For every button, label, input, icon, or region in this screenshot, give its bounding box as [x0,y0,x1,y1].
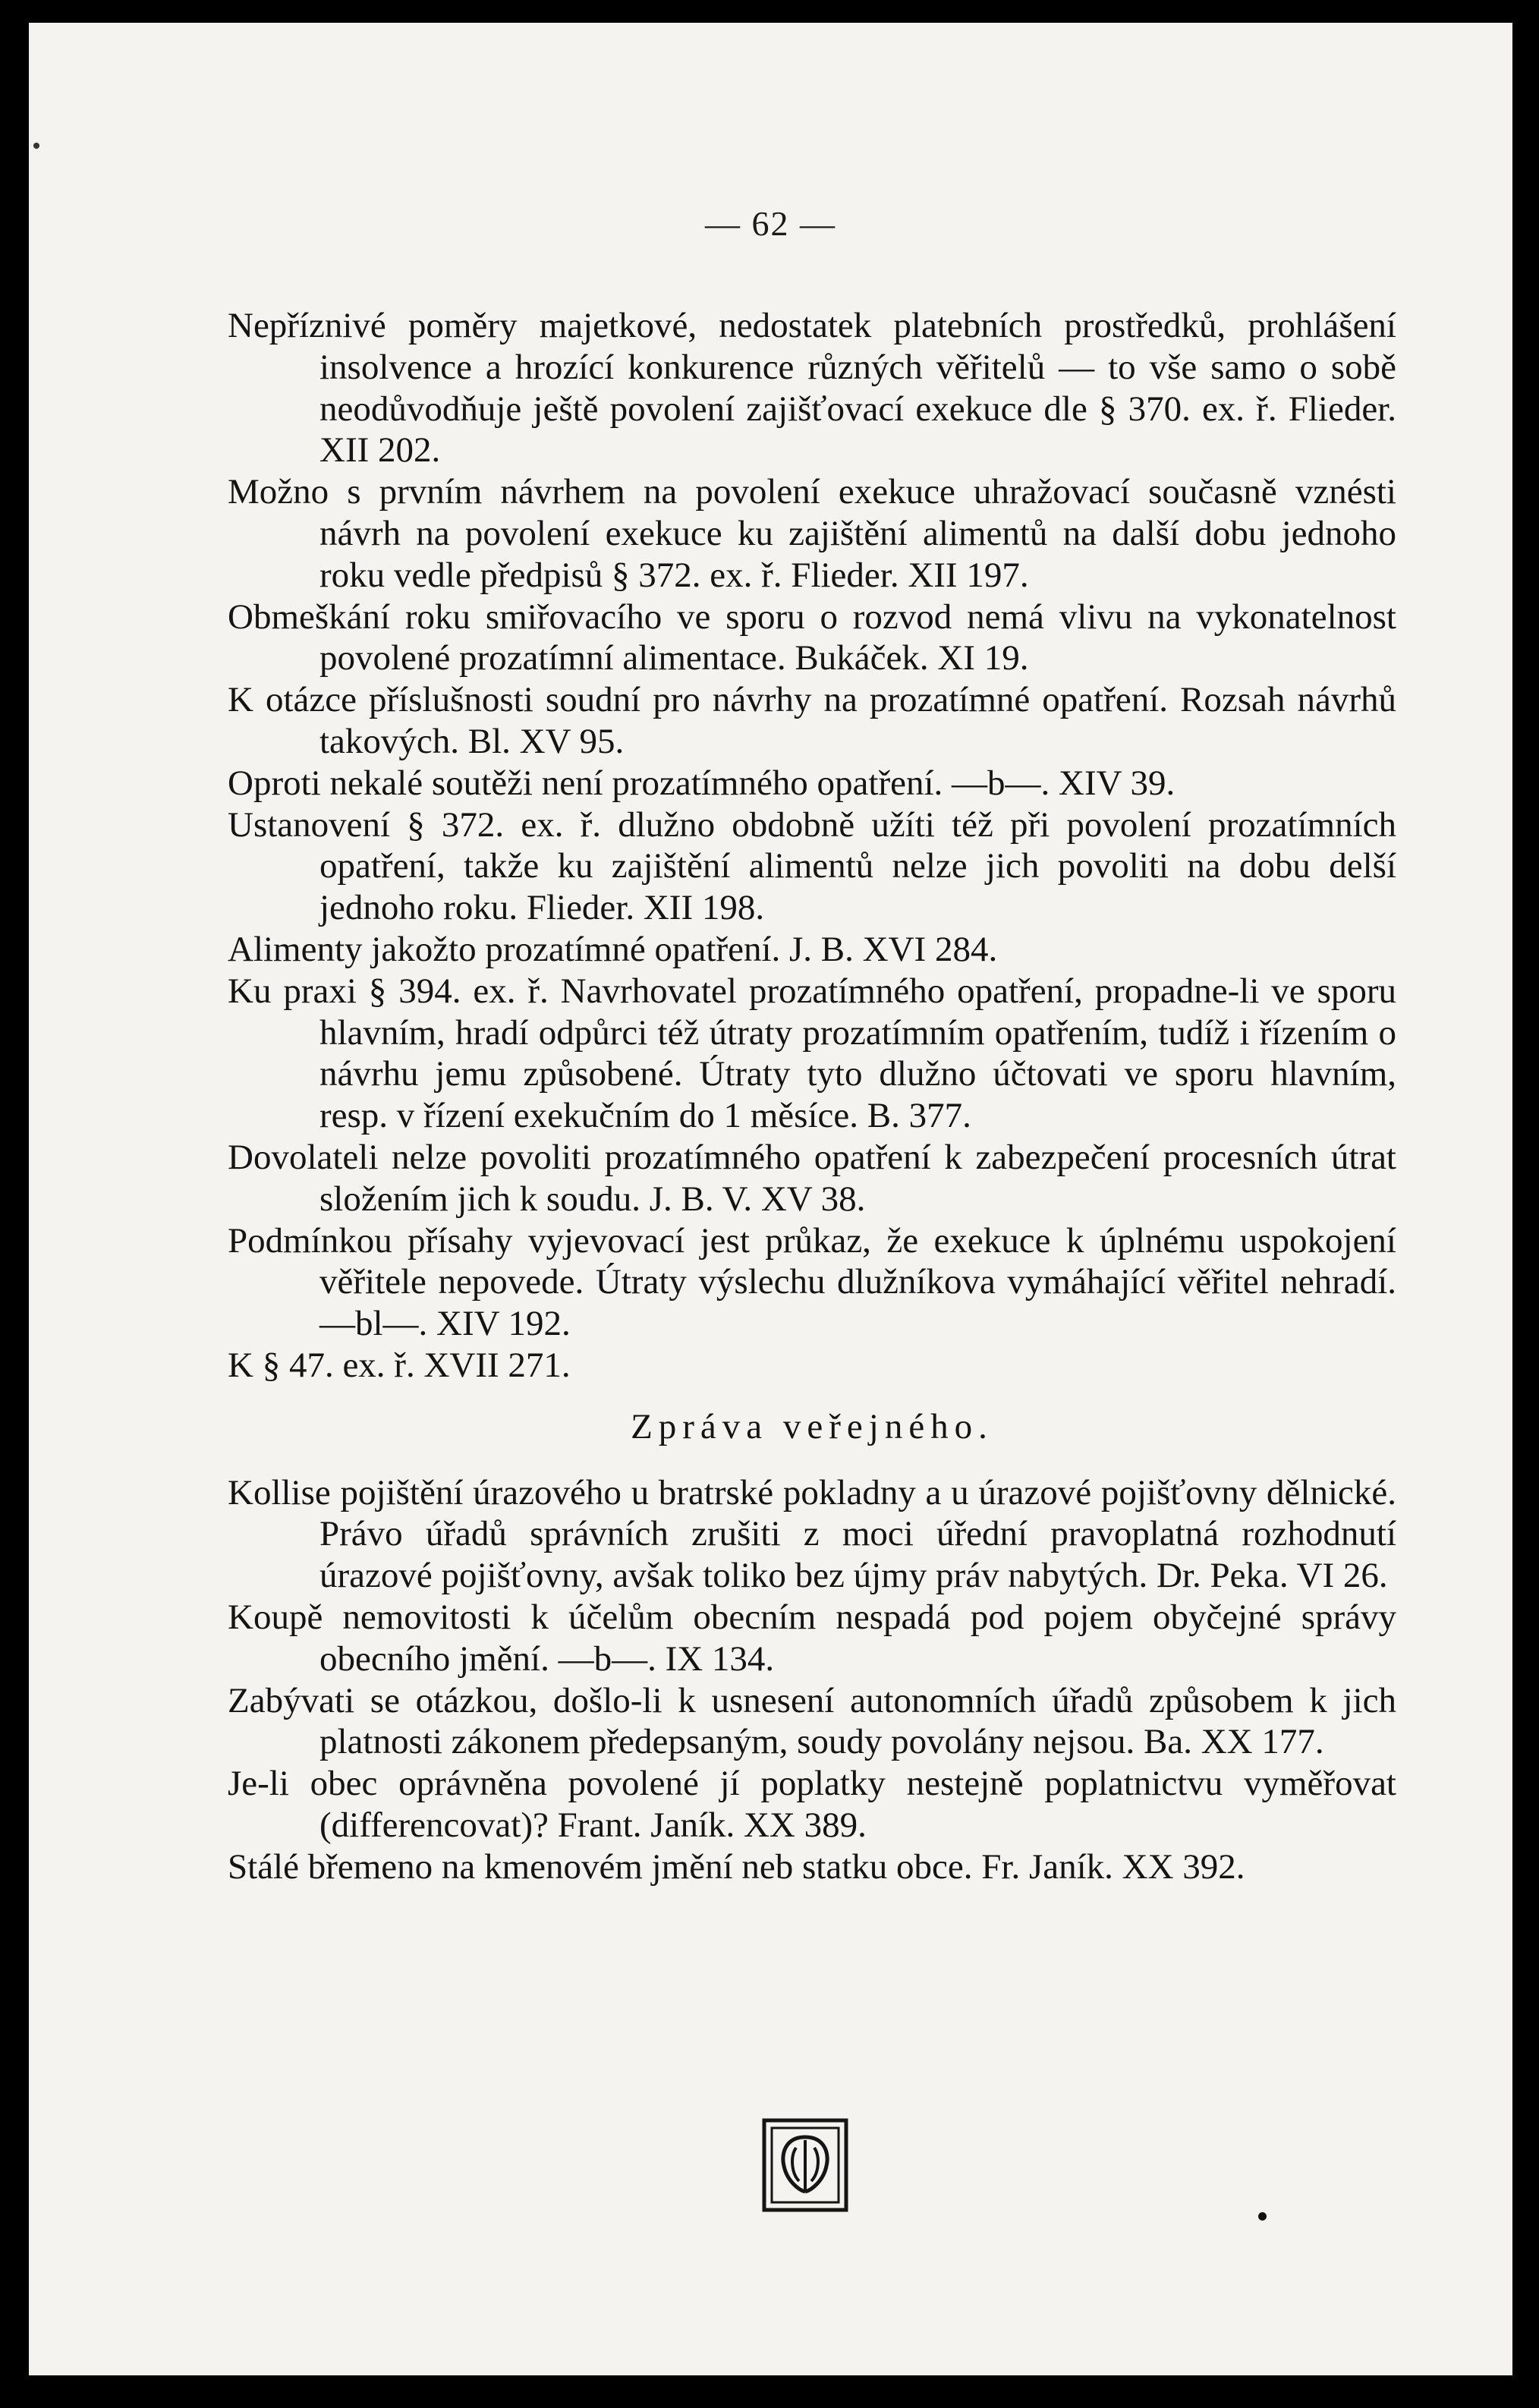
entry: Nepříznivé poměry majetkové, nedostatek platebních prostředků, prohlášení insolvence a hrozící konkurence různých věřitelů — to vše samo o sobě neodůvodňuje ještě povolení zajišťovací exekuce dle § 370. ex. ř. Flieder. XII 202. [228,306,1396,471]
entry: Zabývati se otázkou, došlo-li k usnesení autonomních úřadů způsobem k jich platnosti zákonem předepsaným, soudy povolány nejsou. Ba. XX 177. [228,1680,1396,1762]
entry: Podmínkou přísahy vyjevovací jest průkaz, že exekuce k úplnému uspokojení věřitele nepovede. Útraty výslechu dlužníkova vymáhající věřitel nehradí. —bl—. XIV 192. [228,1220,1396,1344]
entry: Dovolateli nelze povoliti prozatímného opatření k zabezpečení procesních útrat složením jich k soudu. J. B. V. XV 38. [228,1137,1396,1219]
entry: Možno s prvním návrhem na povolení exekuce uhražovací současně vznésti návrh na povolení exekuce ku zajištění alimentů na další dobu jednoho roku vedle předpisů § 372. ex. ř. Flieder. XII 197. [228,472,1396,595]
entry: Stálé břemeno na kmenovém jmění neb statku obce. Fr. Janík. XX 392. [228,1846,1245,1887]
entry: Ku praxi § 394. ex. ř. Navrhovatel prozatímného opatření, propadne-li ve sporu hlavním, hradí odpůrci též útraty prozatímním opatřením, tudíž i řízením o návrhu jemu způsobené. Útraty tyto dlužno účtovati ve sporu hlavním, resp. v řízení exekučním do 1 měsíce. B. 377. [228,971,1396,1136]
page-number: — 62 — [705,204,836,243]
speck-mark [1258,2212,1267,2221]
entry: K § 47. ex. ř. XVII 271. [228,1345,571,1385]
speck-mark [33,143,39,149]
entry: Je-li obec oprávněna povolené jí poplatky nestejně poplatnictvu vyměřovat (differencovat)? Frant. Janík. XX 389. [228,1764,1396,1845]
entry: Ustanovení § 372. ex. ř. dlužno obdobně užíti též při povolení prozatímních opatření, takže ku zajištění alimentů nelze jich povoliti na dobu delší jednoho roku. Flieder. XII 198. [228,804,1396,928]
section-heading: Zpráva veřejného. [631,1406,993,1446]
document-page [29,23,1512,2375]
entry: Obmeškání roku smiřovacího ve sporu o rozvod nemá vlivu na vykonatelnost povolené prozatímní alimentace. Bukáček. XI 19. [228,596,1396,678]
entry: Oproti nekalé soutěži není prozatímného opatření. —b—. XIV 39. [228,763,1175,803]
library-stamp-icon [761,2117,849,2213]
entry: Koupě nemovitosti k účelům obecním nespadá pod pojem obyčejné správy obecního jmění. —b—. IX 134. [228,1597,1396,1679]
entry: Alimenty jakožto prozatímné opatření. J. B. XVI 284. [228,929,998,969]
entry: Kollise pojištění úrazového u bratrské pokladny a u úrazové pojišťovny dělnické. Právo úřadů správních zrušiti z moci úřední pravoplatná rozhodnutí úrazové pojišťovny, avšak toliko bez újmy práv nabytých. Dr. Peka. VI 26. [228,1472,1396,1596]
entry: K otázce příslušnosti soudní pro návrhy na prozatímné opatření. Rozsah návrhů takových. Bl. XV 95. [228,680,1396,761]
page-content [228,305,1396,1887]
